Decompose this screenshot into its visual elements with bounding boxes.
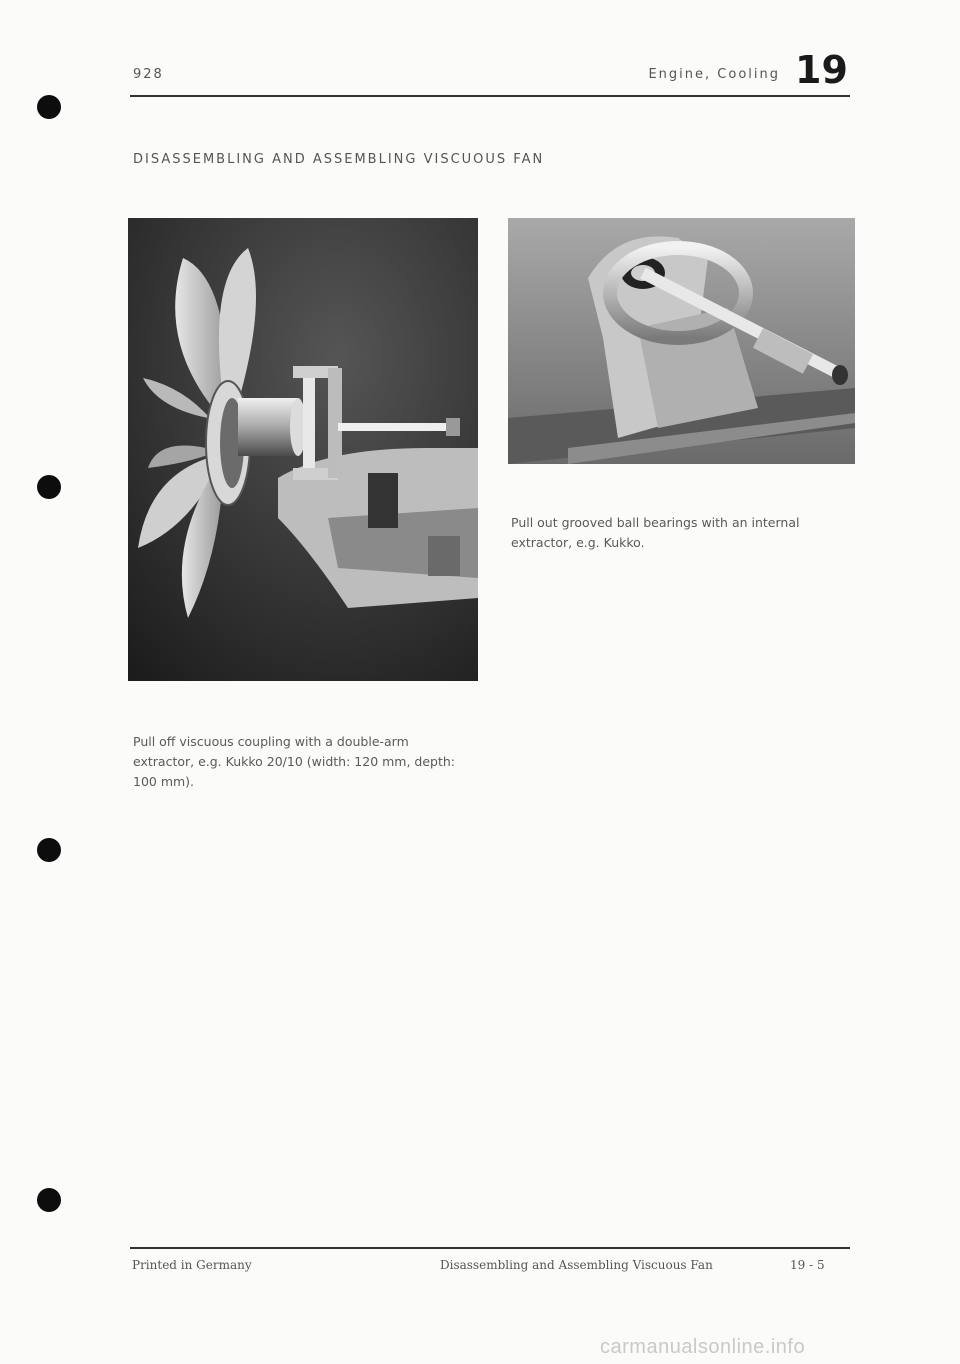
punch-hole <box>37 475 61 499</box>
header-rule <box>130 95 850 97</box>
header-section: Engine, Cooling <box>648 67 780 82</box>
punch-hole <box>37 838 61 862</box>
punch-hole <box>37 95 61 119</box>
footer-printed: Printed in Germany <box>132 1258 252 1272</box>
footer-rule <box>130 1247 850 1249</box>
figure-caption: Pull off viscuous coupling with a double-arm extractor, e.g. Kukko 20/10 (width: 120 mm, depth: 100 mm). <box>133 734 456 789</box>
watermark-link[interactable]: carmanualsonline.info <box>600 1336 806 1358</box>
figure-caption: Pull out grooved ball bearings with an internal extractor, e.g. Kukko. <box>511 515 800 550</box>
page-number: 19 - 5 <box>790 1258 825 1272</box>
header-model: 928 <box>133 67 164 82</box>
punch-hole <box>37 1188 61 1212</box>
figure-photo-bearing-extractor <box>508 218 855 464</box>
footer-section-title: Disassembling and Assembling Viscuous Fan <box>440 1258 713 1272</box>
figure-photo-fan-extractor <box>128 218 478 681</box>
header-group-number: 19 <box>795 48 848 92</box>
page-title: DISASSEMBLING AND ASSEMBLING VISCUOUS FAN <box>133 152 545 167</box>
